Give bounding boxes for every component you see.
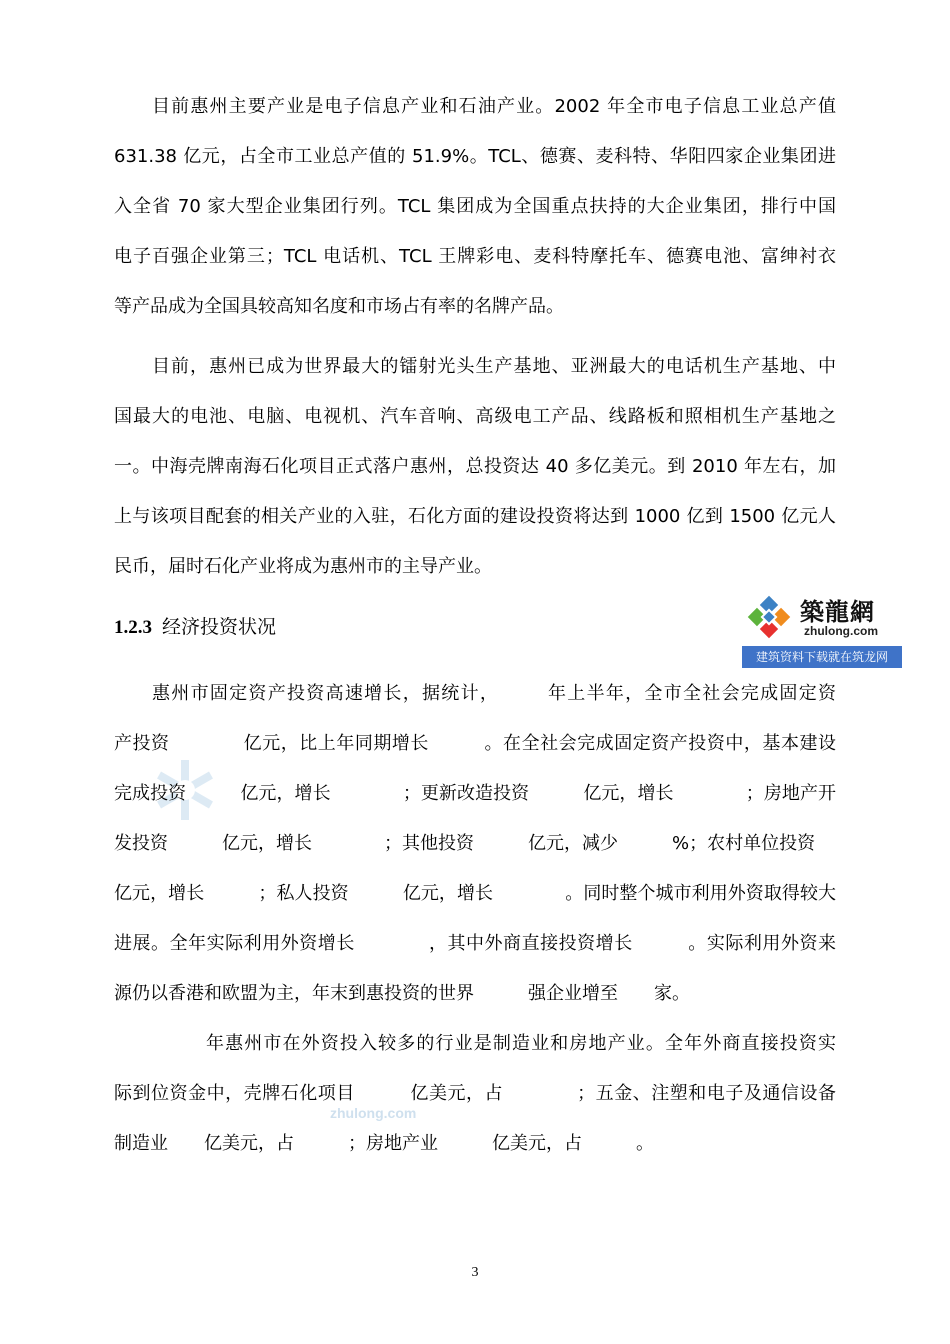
text-watermark: zhulong.com	[330, 1105, 417, 1121]
text-line: 进展。全年实际利用外资增长 ，其中外商直接投资增长 。实际利用外资来	[114, 933, 836, 954]
text-line: 上与该项目配套的相关产业的入驻，石化方面的建设投资将达到 1000 亿到 1500 亿元人	[114, 506, 836, 527]
text-line: 电子百强企业第三；TCL 电话机、TCL 王牌彩电、麦科特摩托车、德赛电池、富绅衬衣	[114, 246, 836, 267]
text-line: 目前，惠州已成为世界最大的镭射光头生产基地、亚洲最大的电话机生产基地、中	[152, 356, 836, 377]
text-line: 完成投资 亿元，增长 ；更新改造投资 亿元，增长 ；房地产开	[114, 783, 836, 804]
text-line: 631.38 亿元，占全市工业总产值的 51.9%。TCL、德赛、麦科特、华阳四家企业集团进	[114, 146, 836, 167]
text-line: 目前惠州主要产业是电子信息产业和石油产业。2002 年全市电子信息工业总产值	[152, 96, 836, 117]
text-line: 民币，届时石化产业将成为惠州市的主导产业。	[114, 556, 492, 577]
text-line: 产投资 亿元，比上年同期增长 。在全社会完成固定资产投资中，基本建设	[114, 733, 836, 754]
text-line: 国最大的电池、电脑、电视机、汽车音响、高级电工产品、线路板和照相机生产基地之	[114, 406, 836, 427]
logo-chinese-name: 築龍網	[800, 597, 875, 626]
text-line: 源仍以香港和欧盟为主，年末到惠投资的世界 强企业增至 家。	[114, 983, 690, 1004]
section-heading	[114, 614, 276, 641]
section-number: 1.2.3	[114, 617, 152, 638]
text-line: 等产品成为全国具较高知名度和市场占有率的名牌产品。	[114, 296, 564, 317]
text-line: 入全省 70 家大型企业集团行列。TCL 集团成为全国重点扶持的大企业集团，排行中国	[114, 196, 836, 217]
logo-slogan: 建筑资料下载就在筑龙网	[742, 646, 902, 668]
text-line: 制造业 亿美元，占 ；房地产业 亿美元，占 。	[114, 1133, 654, 1154]
text-line: 发投资 亿元，增长 ；其他投资 亿元，减少 %；农村单位投资	[114, 833, 816, 854]
logo-domain: zhulong.com	[804, 624, 878, 638]
zhulong-logo	[742, 588, 902, 668]
text-line: 际到位资金中，壳牌石化项目 亿美元，占 ；五金、注塑和电子及通信设备	[114, 1083, 836, 1104]
logo-diamond-icon	[746, 594, 792, 640]
text-line: 亿元，增长 ；私人投资 亿元，增长 。同时整个城市利用外资取得较大	[114, 883, 836, 904]
text-line: 惠州市固定资产投资高速增长，据统计， 年上半年，全市全社会完成固定资	[152, 683, 836, 704]
text-line: 年惠州市在外资投入较多的行业是制造业和房地产业。全年外商直接投资实	[206, 1033, 836, 1054]
section-title: 经济投资状况	[162, 616, 277, 638]
page-number: 3	[471, 1265, 479, 1280]
text-line: 一。中海壳牌南海石化项目正式落户惠州，总投资达 40 多亿美元。到 2010 年左右，加	[114, 456, 836, 477]
